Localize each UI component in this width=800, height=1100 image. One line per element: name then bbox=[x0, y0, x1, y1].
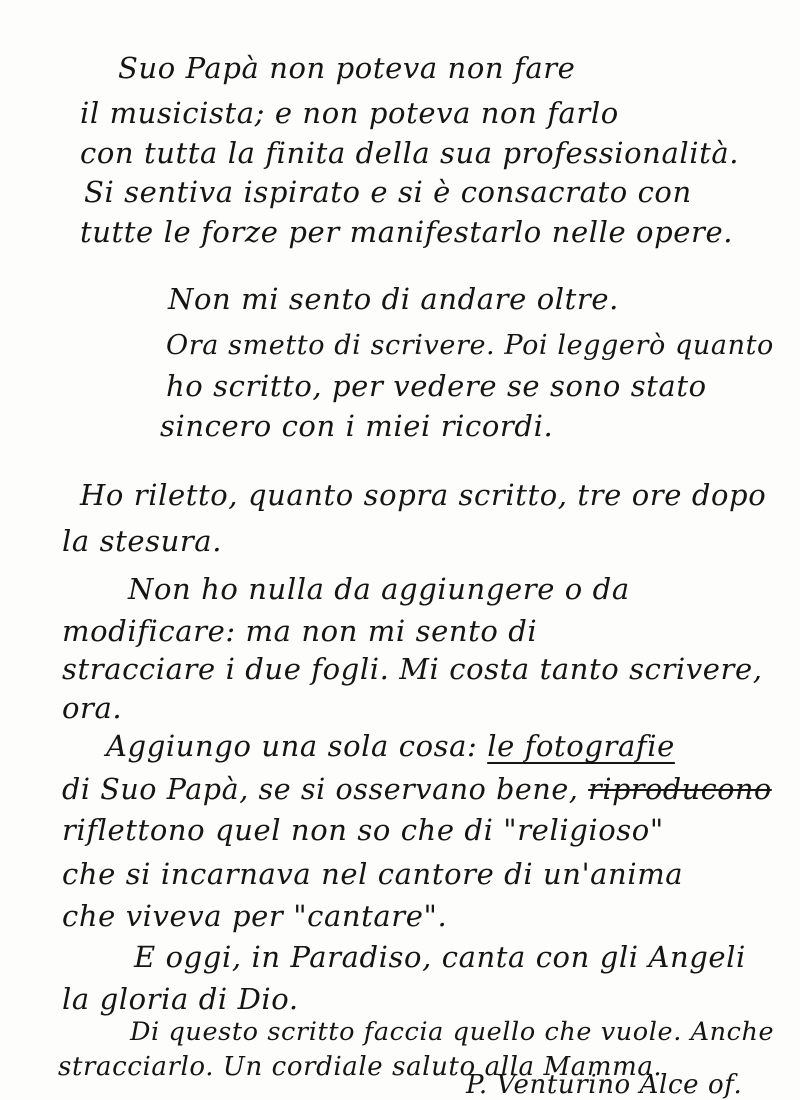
line-text: di Suo Papà, se si osservano bene, bbox=[62, 773, 579, 806]
letter-line: ora. bbox=[62, 691, 123, 725]
letter-line: che viveva per "cantare". bbox=[62, 899, 448, 933]
letter-line: tutte le forze per manifestarlo nelle opere. bbox=[80, 215, 734, 249]
letter-line: stracciarlo. Un cordiale saluto alla Mamma. bbox=[58, 1052, 663, 1082]
letter-line: sincero con i miei ricordi. bbox=[160, 409, 554, 443]
letter-line: ho scritto, per vedere se sono stato bbox=[166, 369, 707, 403]
letter-line: il musicista; e non poteva non farlo bbox=[80, 96, 619, 130]
letter-line: la stesura. bbox=[62, 524, 223, 558]
letter-line: stracciare i due fogli. Mi costa tanto scrivere, bbox=[62, 652, 763, 686]
letter-line: Non mi sento di andare oltre. bbox=[168, 282, 619, 316]
letter-line: con tutta la finita della sua professionalità. bbox=[80, 136, 740, 170]
letter-line: E oggi, in Paradiso, canta con gli Angeli bbox=[134, 940, 746, 974]
line-text: Aggiungo una sola cosa: bbox=[106, 729, 478, 763]
signature: P. Venturino Alce of. bbox=[466, 1070, 743, 1100]
letter-line: che si incarnava nel cantore di un'anima bbox=[62, 857, 684, 891]
letter-line bbox=[62, 773, 772, 806]
letter-line: Ora smetto di scrivere. Poi leggerò quanto bbox=[166, 330, 774, 361]
letter-line: riflettono quel non so che di "religioso" bbox=[62, 813, 664, 847]
letter-line: modificare: ma non mi sento di bbox=[62, 614, 538, 648]
letter-line: la gloria di Dio. bbox=[62, 982, 299, 1016]
letter-line: Non ho nulla da aggiungere o da bbox=[128, 572, 630, 606]
letter-line: Suo Papà non poteva non fare bbox=[118, 51, 576, 85]
letter-line: Di questo scritto faccia quello che vuole. Anche bbox=[130, 1017, 775, 1047]
letter-line: Si sentiva ispirato e si è consacrato con bbox=[84, 175, 692, 209]
underlined-phrase: le fotografie bbox=[487, 729, 675, 763]
struck-word: riproducono bbox=[588, 773, 772, 806]
letter-line bbox=[106, 729, 675, 763]
letter-line: Ho riletto, quanto sopra scritto, tre ore dopo bbox=[80, 478, 767, 512]
